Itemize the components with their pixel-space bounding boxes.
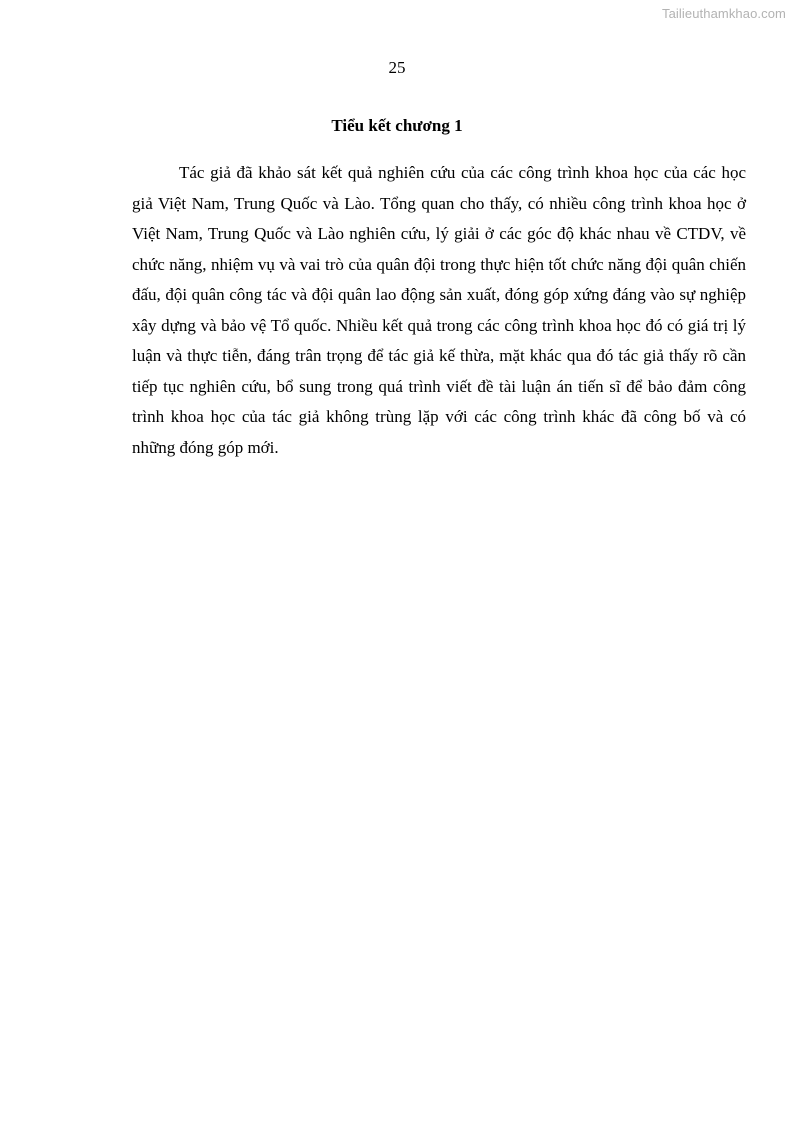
section-title: Tiểu kết chương 1: [331, 116, 463, 135]
page-number: 25: [388, 58, 406, 77]
body-paragraph: Tác giả đã khảo sát kết quả nghiên cứu của các công trình khoa học của các học giả Việt Nam, Trung Quốc và Lào. Tổng quan cho thấy, có nhiều công trình khoa học ở Việt Nam, Trung Quốc và Lào nghiên cứu, lý giải ở các góc độ khác nhau về CTDV, về chức năng, nhiệm vụ và vai trò của quân đội trong thực hiện tốt chức năng đội quân chiến đấu, đội quân công tác và đội quân lao động sản xuất, đóng góp xứng đáng vào sự nghiệp xây dựng và bảo vệ Tổ quốc. Nhiều kết quả trong các công trình khoa học đó có giá trị lý luận và thực tiễn, đáng trân trọng để tác giả kế thừa, mặt khác qua đó tác giả thấy rõ cần tiếp tục nghiên cứu, bổ sung trong quá trình viết đề tài luận án tiến sĩ để bảo đảm công trình khoa học của tác giả không trùng lặp với các công trình khác đã công bố và có những đóng góp mới.: [132, 163, 746, 457]
watermark-text: Tailieuthamkhao.com: [661, 6, 786, 21]
